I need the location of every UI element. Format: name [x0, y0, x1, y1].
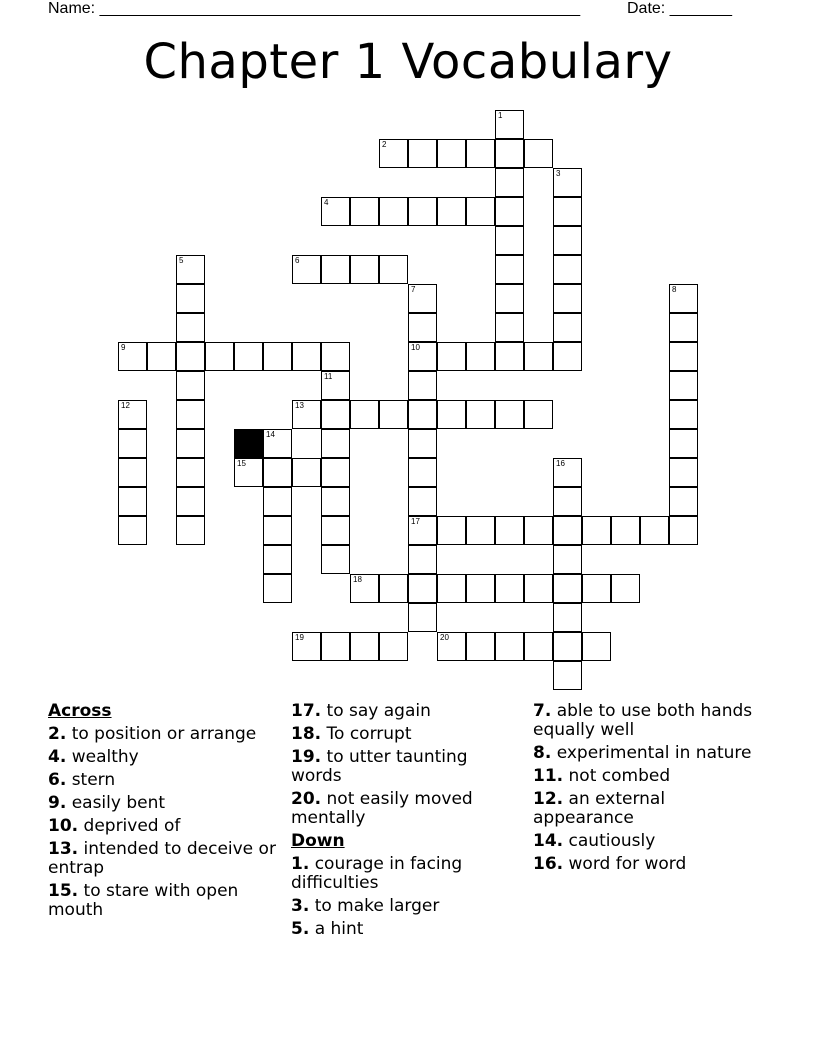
- grid-cell[interactable]: [524, 342, 553, 371]
- grid-cell[interactable]: [408, 400, 437, 429]
- grid-cell[interactable]: [350, 197, 379, 226]
- clue-number-label: 8: [672, 285, 677, 294]
- clue-number-label: 3: [556, 169, 561, 178]
- clue-item: [291, 725, 519, 744]
- grid-cell[interactable]: [669, 342, 698, 371]
- clue-number-label: 7: [411, 285, 416, 294]
- clue-number-label: 17: [411, 517, 420, 526]
- grid-cell[interactable]: [350, 632, 379, 661]
- grid-cell[interactable]: [495, 110, 524, 139]
- black-cell: [234, 429, 263, 458]
- grid-cell[interactable]: [669, 487, 698, 516]
- grid-cell[interactable]: [408, 574, 437, 603]
- grid-cell[interactable]: [524, 400, 553, 429]
- grid-cell[interactable]: [321, 371, 350, 400]
- grid-cell[interactable]: [669, 313, 698, 342]
- grid-cell[interactable]: [524, 574, 553, 603]
- grid-cell[interactable]: [524, 632, 553, 661]
- grid-cell[interactable]: [669, 284, 698, 313]
- clue-text: To corrupt: [326, 724, 412, 744]
- grid-cell[interactable]: [263, 429, 292, 458]
- grid-cell[interactable]: [495, 632, 524, 661]
- grid-cell[interactable]: [379, 632, 408, 661]
- clue-text: to make larger: [314, 896, 440, 916]
- clue-text: to utter taunting words: [291, 747, 468, 786]
- clue-column-1: [48, 702, 276, 924]
- grid-cell[interactable]: [176, 255, 205, 284]
- grid-cell[interactable]: [321, 255, 350, 284]
- grid-cell[interactable]: [582, 632, 611, 661]
- grid-cell[interactable]: [118, 458, 147, 487]
- grid-cell[interactable]: [176, 284, 205, 313]
- clue-text: not easily moved mentally: [291, 789, 473, 828]
- grid-cell[interactable]: [553, 342, 582, 371]
- grid-cell[interactable]: [321, 400, 350, 429]
- grid-cell[interactable]: [640, 516, 669, 545]
- grid-cell[interactable]: [669, 458, 698, 487]
- clue-number: 2.: [48, 724, 67, 744]
- clue-item: [291, 920, 519, 939]
- clue-number: 10.: [48, 816, 79, 836]
- grid-cell[interactable]: [176, 487, 205, 516]
- clue-item: [48, 882, 276, 920]
- grid-cell[interactable]: [466, 400, 495, 429]
- clue-number-label: 11: [324, 372, 333, 381]
- clue-item: [48, 748, 276, 767]
- clue-number-label: 16: [556, 459, 565, 468]
- grid-cell[interactable]: [263, 574, 292, 603]
- clue-item: [533, 744, 761, 763]
- grid-cell[interactable]: [118, 516, 147, 545]
- clue-number-label: 19: [295, 633, 304, 642]
- grid-cell[interactable]: [553, 313, 582, 342]
- clue-number: 11.: [533, 766, 564, 786]
- grid-cell[interactable]: [553, 458, 582, 487]
- grid-cell[interactable]: [408, 284, 437, 313]
- clue-number: 13.: [48, 839, 79, 859]
- clue-number-label: 20: [440, 633, 449, 642]
- clue-number: 3.: [291, 896, 310, 916]
- grid-cell[interactable]: [350, 255, 379, 284]
- grid-cell[interactable]: [379, 139, 408, 168]
- grid-cell[interactable]: [669, 371, 698, 400]
- grid-cell[interactable]: [263, 342, 292, 371]
- grid-cell[interactable]: [321, 197, 350, 226]
- grid-cell[interactable]: [379, 574, 408, 603]
- clue-number-label: 15: [237, 459, 246, 468]
- grid-cell[interactable]: [466, 197, 495, 226]
- clue-text: a hint: [314, 919, 364, 939]
- grid-cell[interactable]: [379, 400, 408, 429]
- grid-cell[interactable]: [495, 574, 524, 603]
- clue-item: [48, 840, 276, 878]
- grid-cell[interactable]: [176, 342, 205, 371]
- grid-cell[interactable]: [466, 574, 495, 603]
- clue-item: [291, 790, 519, 828]
- grid-cell[interactable]: [321, 632, 350, 661]
- clue-number: 17.: [291, 701, 322, 721]
- clue-column-2: [291, 702, 519, 943]
- grid-cell[interactable]: [495, 284, 524, 313]
- grid-cell[interactable]: [408, 516, 437, 545]
- grid-cell[interactable]: [669, 516, 698, 545]
- across-heading: Across: [48, 701, 112, 721]
- clue-number-label: 13: [295, 401, 304, 410]
- grid-cell[interactable]: [466, 632, 495, 661]
- grid-cell[interactable]: [321, 545, 350, 574]
- clue-text: to stare with open mouth: [48, 881, 239, 920]
- grid-cell[interactable]: [553, 545, 582, 574]
- grid-cell[interactable]: [437, 574, 466, 603]
- clue-number-label: 14: [266, 430, 275, 439]
- clue-number: 6.: [48, 770, 67, 790]
- grid-cell[interactable]: [118, 342, 147, 371]
- grid-cell[interactable]: [553, 603, 582, 632]
- clue-text: to position or arrange: [71, 724, 257, 744]
- grid-cell[interactable]: [437, 197, 466, 226]
- clue-item: [48, 771, 276, 790]
- grid-cell[interactable]: [553, 574, 582, 603]
- grid-cell[interactable]: [553, 168, 582, 197]
- grid-cell[interactable]: [408, 545, 437, 574]
- grid-cell[interactable]: [582, 516, 611, 545]
- clue-text: stern: [71, 770, 116, 790]
- grid-cell[interactable]: [292, 255, 321, 284]
- grid-cell[interactable]: [408, 458, 437, 487]
- grid-cell[interactable]: [553, 487, 582, 516]
- grid-cell[interactable]: [495, 255, 524, 284]
- grid-cell[interactable]: [495, 226, 524, 255]
- grid-cell[interactable]: [176, 429, 205, 458]
- grid-cell[interactable]: [176, 313, 205, 342]
- clue-text: deprived of: [83, 816, 181, 836]
- grid-cell[interactable]: [669, 429, 698, 458]
- grid-cell[interactable]: [553, 516, 582, 545]
- grid-cell[interactable]: [408, 603, 437, 632]
- clue-item: [533, 832, 761, 851]
- grid-cell[interactable]: [321, 516, 350, 545]
- grid-cell[interactable]: [408, 313, 437, 342]
- grid-cell[interactable]: [553, 632, 582, 661]
- grid-cell[interactable]: [408, 487, 437, 516]
- grid-cell[interactable]: [495, 313, 524, 342]
- clue-number-label: 1: [498, 111, 503, 120]
- grid-cell[interactable]: [524, 516, 553, 545]
- grid-cell[interactable]: [176, 400, 205, 429]
- clue-number: 4.: [48, 747, 67, 767]
- clue-number-label: 9: [121, 343, 126, 352]
- date-field-label: Date: _______: [627, 0, 732, 17]
- grid-cell[interactable]: [495, 168, 524, 197]
- clue-number: 20.: [291, 789, 322, 809]
- page-title: Chapter 1 Vocabulary: [143, 34, 673, 90]
- clue-text: able to use both hands equally well: [533, 701, 753, 740]
- grid-cell[interactable]: [437, 632, 466, 661]
- clue-number: 1.: [291, 854, 310, 874]
- grid-cell[interactable]: [553, 661, 582, 690]
- clue-item: [48, 725, 276, 744]
- grid-cell[interactable]: [263, 545, 292, 574]
- clue-item: [291, 897, 519, 916]
- grid-cell[interactable]: [553, 197, 582, 226]
- clue-number: 9.: [48, 793, 67, 813]
- grid-cell[interactable]: [118, 400, 147, 429]
- clue-number: 5.: [291, 919, 310, 939]
- down-heading: Down: [291, 831, 345, 851]
- grid-cell[interactable]: [582, 574, 611, 603]
- grid-cell[interactable]: [292, 400, 321, 429]
- grid-cell[interactable]: [147, 342, 176, 371]
- clue-number-label: 5: [179, 256, 184, 265]
- grid-cell[interactable]: [118, 429, 147, 458]
- clue-number: 12.: [533, 789, 564, 809]
- clue-text: word for word: [568, 854, 687, 874]
- clue-number-label: 10: [411, 343, 420, 352]
- grid-cell[interactable]: [205, 342, 234, 371]
- grid-cell[interactable]: [234, 342, 263, 371]
- grid-cell[interactable]: [379, 255, 408, 284]
- grid-cell[interactable]: [292, 632, 321, 661]
- grid-cell[interactable]: [321, 342, 350, 371]
- grid-cell[interactable]: [176, 371, 205, 400]
- clue-number-label: 12: [121, 401, 130, 410]
- grid-cell[interactable]: [495, 342, 524, 371]
- grid-cell[interactable]: [176, 458, 205, 487]
- grid-cell[interactable]: [437, 400, 466, 429]
- grid-cell[interactable]: [408, 429, 437, 458]
- clue-number: 18.: [291, 724, 322, 744]
- clue-column-3: [533, 702, 761, 878]
- grid-cell[interactable]: [408, 371, 437, 400]
- clue-number: 8.: [533, 743, 552, 763]
- grid-cell[interactable]: [118, 487, 147, 516]
- grid-cell[interactable]: [321, 458, 350, 487]
- clue-text: intended to deceive or entrap: [48, 839, 276, 878]
- grid-cell[interactable]: [437, 139, 466, 168]
- clue-text: courage in facing difficulties: [291, 854, 463, 893]
- clue-number: 14.: [533, 831, 564, 851]
- grid-cell[interactable]: [524, 139, 553, 168]
- clue-text: cautiously: [568, 831, 656, 851]
- grid-cell[interactable]: [553, 226, 582, 255]
- clue-item: [291, 748, 519, 786]
- grid-cell[interactable]: [176, 516, 205, 545]
- grid-cell[interactable]: [553, 284, 582, 313]
- clue-text: to say again: [326, 701, 431, 721]
- clue-number: 19.: [291, 747, 322, 767]
- clue-number: 7.: [533, 701, 552, 721]
- grid-cell[interactable]: [408, 139, 437, 168]
- clue-number-label: 4: [324, 198, 329, 207]
- grid-cell[interactable]: [350, 400, 379, 429]
- grid-cell[interactable]: [553, 255, 582, 284]
- grid-cell[interactable]: [437, 516, 466, 545]
- grid-cell[interactable]: [379, 197, 408, 226]
- clue-number: 16.: [533, 854, 564, 874]
- clue-item: [48, 794, 276, 813]
- clue-text: wealthy: [71, 747, 139, 767]
- grid-cell[interactable]: [234, 458, 263, 487]
- clue-item: [533, 855, 761, 874]
- grid-cell[interactable]: [495, 139, 524, 168]
- clue-number-label: 2: [382, 140, 387, 149]
- clue-item: [533, 767, 761, 786]
- grid-cell[interactable]: [321, 429, 350, 458]
- clue-item: [533, 790, 761, 828]
- grid-cell[interactable]: [611, 516, 640, 545]
- clue-item: [291, 702, 519, 721]
- clue-text: easily bent: [71, 793, 166, 813]
- grid-cell[interactable]: [466, 342, 495, 371]
- grid-cell[interactable]: [495, 400, 524, 429]
- grid-cell[interactable]: [408, 342, 437, 371]
- grid-cell[interactable]: [495, 516, 524, 545]
- grid-cell[interactable]: [292, 342, 321, 371]
- name-field-label: Name: ______________________________________________________: [48, 0, 581, 17]
- clue-text: experimental in nature: [556, 743, 752, 763]
- grid-cell[interactable]: [495, 197, 524, 226]
- grid-cell[interactable]: [350, 574, 379, 603]
- grid-cell[interactable]: [437, 342, 466, 371]
- clue-number-label: 6: [295, 256, 300, 265]
- clue-number-label: 18: [353, 575, 362, 584]
- grid-cell[interactable]: [292, 458, 321, 487]
- grid-cell[interactable]: [669, 400, 698, 429]
- clue-text: an external appearance: [533, 789, 666, 828]
- grid-cell[interactable]: [263, 516, 292, 545]
- grid-cell[interactable]: [408, 197, 437, 226]
- clue-item: [291, 855, 519, 893]
- clue-item: [48, 817, 276, 836]
- grid-cell[interactable]: [466, 139, 495, 168]
- grid-cell[interactable]: [263, 487, 292, 516]
- clue-item: [533, 702, 761, 740]
- clue-text: not combed: [568, 766, 671, 786]
- grid-cell[interactable]: [466, 516, 495, 545]
- grid-cell[interactable]: [321, 487, 350, 516]
- grid-cell[interactable]: [263, 458, 292, 487]
- grid-cell[interactable]: [611, 574, 640, 603]
- clue-number: 15.: [48, 881, 79, 901]
